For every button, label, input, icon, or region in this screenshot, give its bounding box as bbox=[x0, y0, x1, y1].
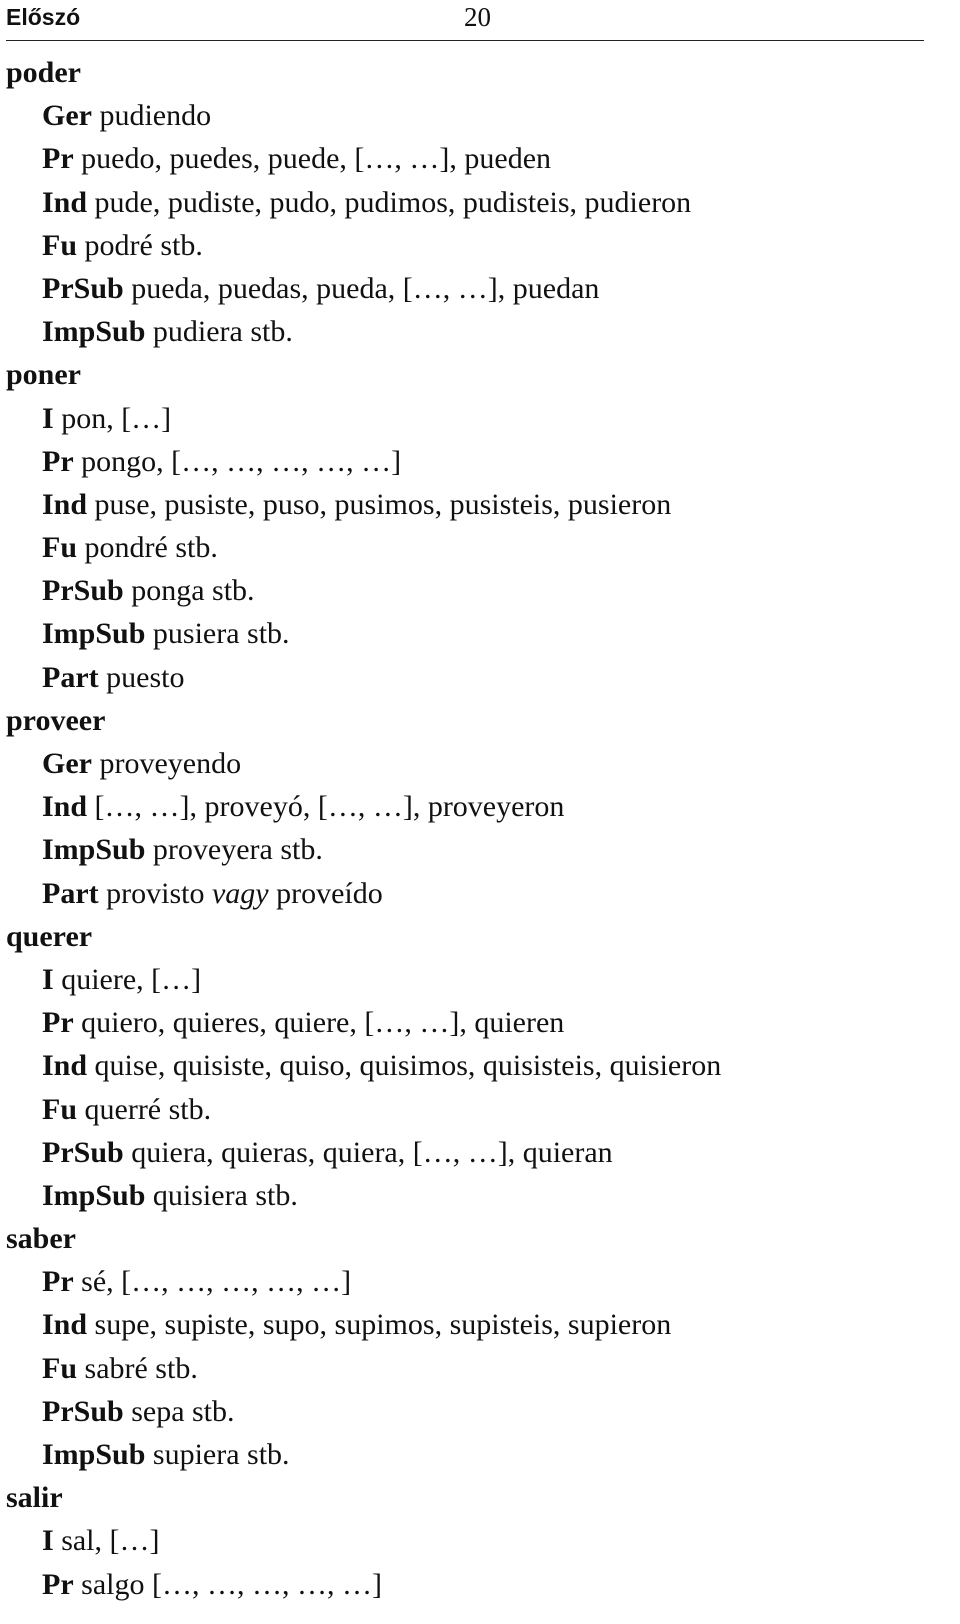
form-text: supe, supiste, supo, supimos, supisteis, supieron bbox=[94, 1308, 672, 1342]
form-label: Fu bbox=[42, 1351, 78, 1385]
form-label: ImpSub bbox=[42, 315, 146, 349]
form-line bbox=[6, 1001, 946, 1044]
form-line bbox=[6, 569, 946, 612]
form-label: Ind bbox=[42, 790, 88, 824]
form-label: ImpSub bbox=[42, 617, 146, 651]
form-label: ImpSub bbox=[42, 1438, 146, 1471]
form-text: puesto bbox=[106, 660, 185, 694]
form-label: I bbox=[42, 962, 54, 996]
form-line bbox=[6, 1390, 946, 1433]
form-text: sepa stb. bbox=[131, 1394, 235, 1428]
form-label: Pr bbox=[42, 142, 74, 176]
form-line bbox=[6, 1088, 946, 1131]
form-line bbox=[6, 1260, 946, 1303]
form-text: quisiera stb. bbox=[152, 1178, 298, 1212]
form-label: Ind bbox=[42, 185, 88, 219]
form-label: ImpSub bbox=[42, 833, 146, 867]
form-label: Fu bbox=[42, 531, 78, 565]
form-line bbox=[6, 785, 946, 828]
form-label: Ger bbox=[42, 747, 92, 780]
form-text: sabré stb. bbox=[84, 1351, 198, 1385]
verb-headword: proveer bbox=[6, 703, 106, 737]
form-label: Ger bbox=[42, 99, 92, 133]
form-label: Pr bbox=[42, 444, 74, 478]
form-line bbox=[6, 267, 946, 310]
form-text: quise, quisiste, quiso, quisimos, quisisteis, quisieron bbox=[94, 1049, 722, 1083]
form-line bbox=[6, 1131, 946, 1174]
form-line bbox=[6, 828, 946, 871]
form-text: quiera, quieras, quiera, […, …], quieran bbox=[131, 1135, 613, 1169]
form-text: pudiera stb. bbox=[152, 315, 293, 349]
form-label: Fu bbox=[42, 1092, 78, 1126]
form-text: proveyera stb. bbox=[152, 833, 323, 867]
form-label: PrSub bbox=[42, 271, 124, 305]
form-label: Ind bbox=[42, 487, 88, 521]
form-text: quiere, […] bbox=[61, 962, 202, 996]
form-label: Pr bbox=[42, 1567, 74, 1601]
form-text: puedo, puedes, puede, […, …], pueden bbox=[81, 142, 552, 176]
form-text: supiera stb. bbox=[152, 1438, 290, 1471]
form-label: Part bbox=[42, 660, 99, 694]
form-label: I bbox=[42, 1524, 54, 1558]
form-line bbox=[6, 1519, 946, 1562]
form-line bbox=[6, 94, 946, 137]
form-label: Ind bbox=[42, 1049, 88, 1083]
form-label: PrSub bbox=[42, 574, 124, 608]
form-label: Ind bbox=[42, 1308, 88, 1342]
form-label: Pr bbox=[42, 1006, 74, 1040]
form-text: podré stb. bbox=[84, 228, 203, 262]
form-text: sé, […, …, …, …, …] bbox=[81, 1265, 352, 1299]
form-text: pudiendo bbox=[99, 99, 212, 133]
form-line bbox=[6, 958, 946, 1001]
form-line bbox=[6, 526, 946, 569]
form-line bbox=[6, 1174, 946, 1217]
form-alt-text: proveído bbox=[276, 876, 383, 910]
form-line bbox=[6, 1044, 946, 1087]
form-line bbox=[6, 612, 946, 655]
form-line bbox=[6, 656, 946, 699]
form-label: I bbox=[42, 401, 54, 435]
form-line bbox=[6, 137, 946, 180]
form-line bbox=[6, 310, 946, 353]
form-text: pongo, […, …, …, …, …] bbox=[81, 444, 402, 478]
form-label: PrSub bbox=[42, 1135, 124, 1169]
verb-headword: poner bbox=[6, 358, 81, 392]
form-label: Part bbox=[42, 876, 99, 910]
form-label: ImpSub bbox=[42, 1178, 146, 1212]
form-text: provisto bbox=[106, 876, 205, 910]
form-text: […, …], proveyó, […, …], proveyeron bbox=[94, 790, 565, 824]
form-line bbox=[6, 1433, 946, 1476]
form-text: pon, […] bbox=[61, 401, 172, 435]
form-text: querré stb. bbox=[84, 1092, 212, 1126]
verb-list bbox=[6, 51, 946, 1606]
verb-headword: saber bbox=[6, 1222, 76, 1256]
form-label: PrSub bbox=[42, 1394, 124, 1428]
form-text: pondré stb. bbox=[84, 531, 218, 565]
form-line bbox=[6, 1347, 946, 1390]
form-connector: vagy bbox=[211, 876, 269, 910]
form-text: pusiera stb. bbox=[152, 617, 290, 651]
verb-headword: querer bbox=[6, 919, 93, 953]
form-line bbox=[6, 1563, 946, 1606]
form-text: pude, pudiste, pudo, pudimos, pudisteis, pudieron bbox=[94, 185, 692, 219]
form-text: quiero, quieres, quiere, […, …], quieren bbox=[81, 1006, 565, 1040]
form-text: proveyendo bbox=[99, 747, 242, 780]
form-line bbox=[6, 742, 946, 785]
form-line bbox=[6, 1303, 946, 1346]
form-text: salgo […, …, …, …, …] bbox=[81, 1567, 382, 1601]
verb-headword: poder bbox=[6, 56, 81, 89]
section-title: Előszó bbox=[6, 4, 81, 30]
form-label: Fu bbox=[42, 228, 78, 262]
form-text: puse, pusiste, puso, pusimos, pusisteis, pusieron bbox=[94, 487, 672, 521]
form-text: pueda, puedas, pueda, […, …], puedan bbox=[131, 271, 600, 305]
form-label: Pr bbox=[42, 1265, 74, 1299]
form-line bbox=[6, 440, 946, 483]
form-text: ponga stb. bbox=[131, 574, 255, 608]
verb-headword: salir bbox=[6, 1481, 63, 1515]
form-line bbox=[6, 181, 946, 224]
form-line bbox=[6, 224, 946, 267]
form-line bbox=[6, 483, 946, 526]
form-text: sal, […] bbox=[61, 1524, 160, 1558]
page-header bbox=[6, 0, 924, 41]
form-line bbox=[6, 397, 946, 440]
page-number: 20 bbox=[464, 2, 491, 32]
form-line bbox=[6, 872, 946, 915]
